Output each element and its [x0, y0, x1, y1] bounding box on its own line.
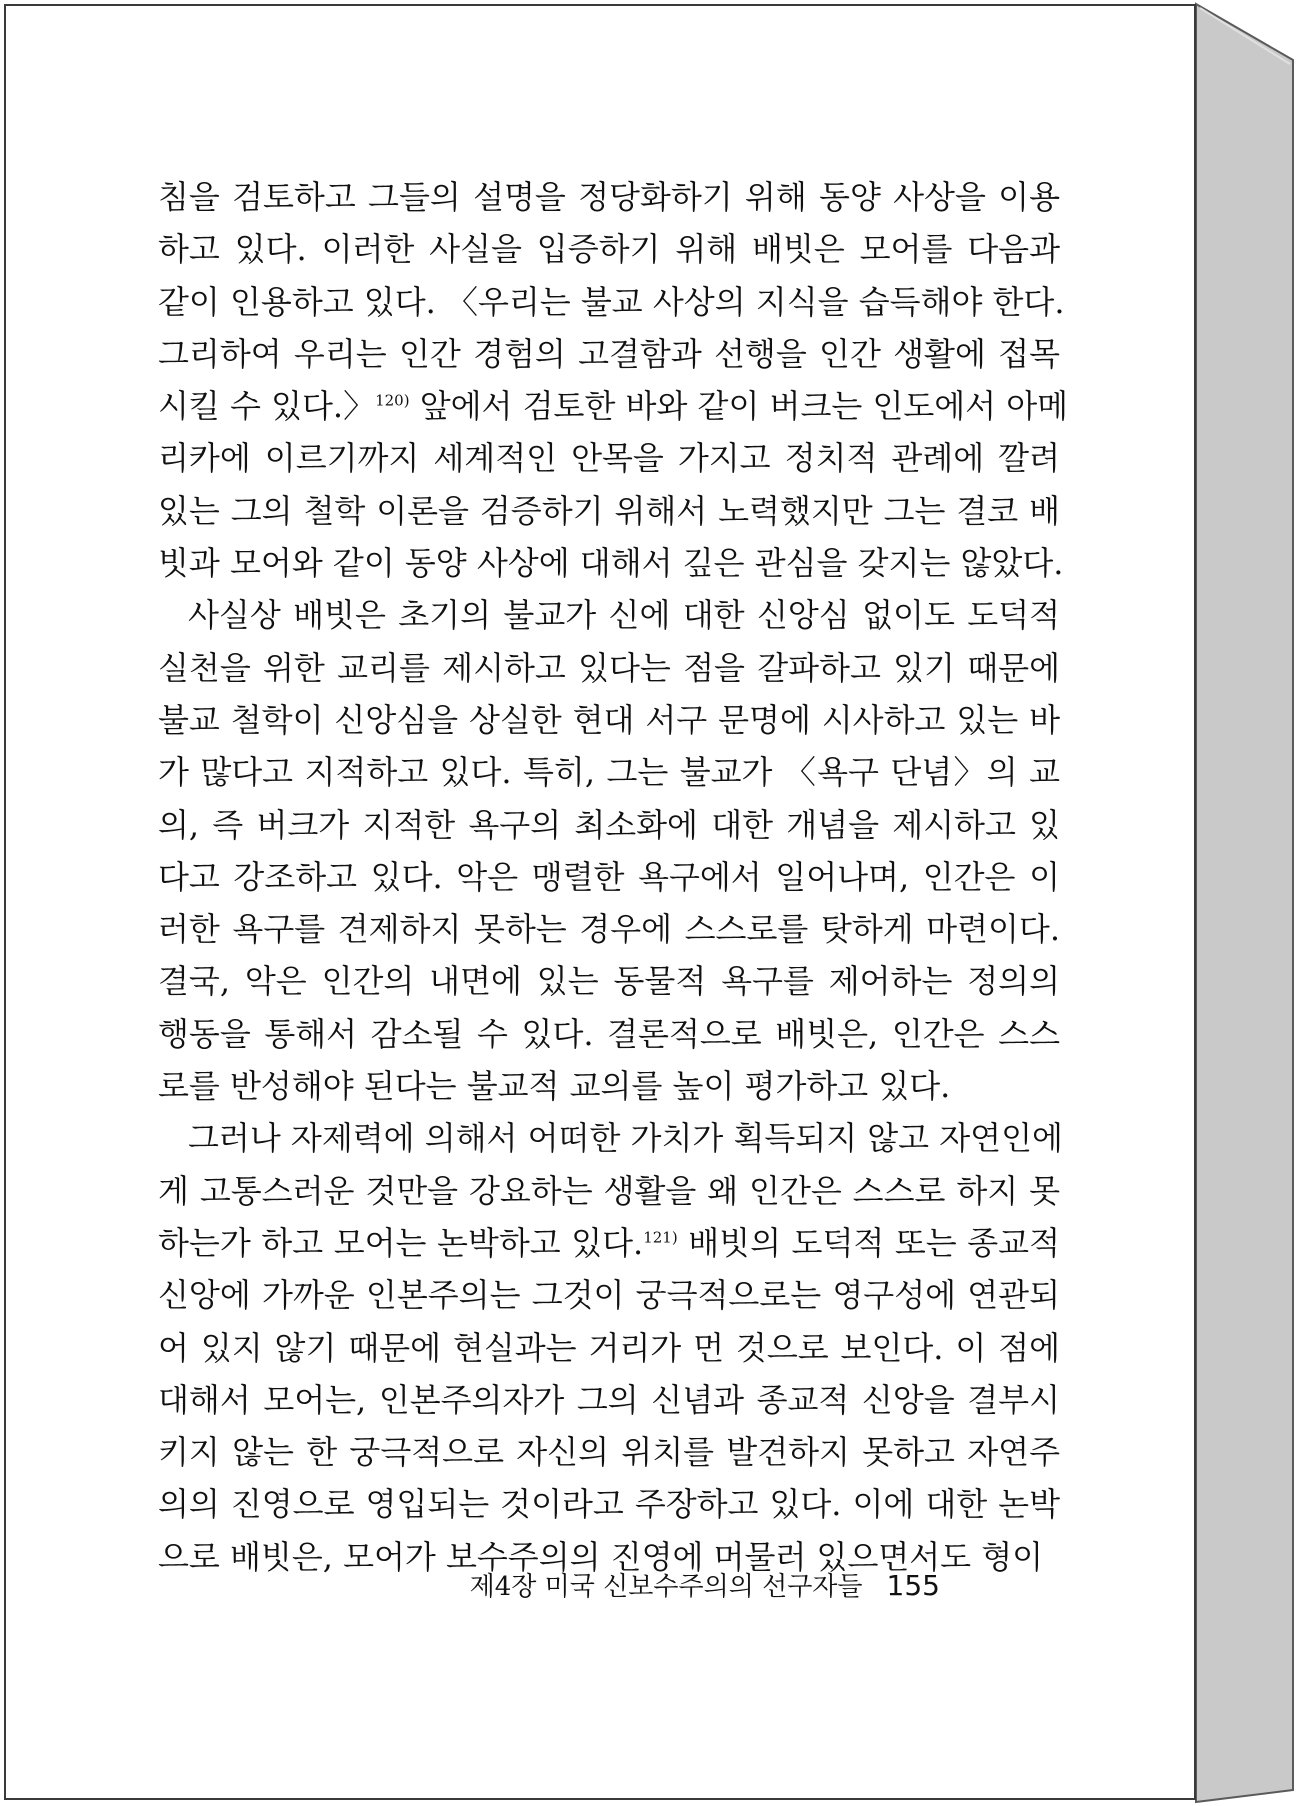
- book-page-edge: [1196, 4, 1293, 1802]
- text-line: 결국, 악은 인간의 내면에 있는 동물적 욕구를 제어하는 정의의: [158, 962, 1060, 1001]
- page-body-text: [158, 171, 1069, 1583]
- text-line: 리카에 이르기까지 세계적인 안목을 가지고 정치적 관례에 깔려: [158, 439, 1060, 478]
- footnote-marker: 120): [375, 391, 410, 410]
- text-line: 실천을 위한 교리를 제시하고 있다는 점을 갈파하고 있기 때문에: [158, 648, 1060, 687]
- text-line: 대해서 모어는, 인본주의자가 그의 신념과 종교적 신앙을 결부시: [158, 1380, 1060, 1419]
- text-line: 그리하여 우리는 인간 경험의 고결함과 선행을 인간 생활에 접목: [158, 334, 1060, 373]
- text-line: 키지 않는 한 궁극적으로 자신의 위치를 발견하지 못하고 자연주: [158, 1433, 1060, 1472]
- text-line: 침을 검토하고 그들의 설명을 정당화하기 위해 동양 사상을 이용: [158, 178, 1060, 216]
- text-line: 의의 진영으로 영입되는 것이라고 주장하고 있다. 이에 대한 논박: [158, 1485, 1060, 1524]
- chapter-title: 제4장 미국 신보수주의의 선구자들: [469, 1572, 863, 1602]
- text-line: [158, 1217, 1060, 1269]
- text-line: 으로 배빗은, 모어가 보수주의의 진영에 머물러 있으면서도 형이: [158, 1537, 1044, 1576]
- text-line: 같이 인용하고 있다. 〈우리는 불교 사상의 지식을 습득해야 한다.: [158, 282, 1065, 321]
- book-page: [4, 4, 1196, 1800]
- text-line: 빗과 모어와 같이 동양 사상에 대해서 깊은 관심을 갖지는 않았다.: [158, 544, 1064, 583]
- text-segment: 시킬 수 있다.〉: [158, 387, 376, 426]
- text-line: [158, 380, 1069, 432]
- text-line: 있는 그의 철학 이론을 검증하기 위해서 노력했지만 그는 결코 배: [158, 491, 1060, 530]
- text-segment: 하는가 하고 모어는 논박하고 있다.: [158, 1223, 644, 1262]
- text-line: 사실상 배빗은 초기의 불교가 신에 대한 신앙심 없이도 도덕적: [188, 596, 1060, 635]
- text-segment: 앞에서 검토한 바와 같이 버크는 인도에서 아메: [409, 387, 1069, 426]
- text-line: 가 많다고 지적하고 있다. 특히, 그는 불교가 〈욕구 단념〉의 교: [158, 753, 1060, 792]
- text-line: 로를 반성해야 된다는 불교적 교의를 높이 평가하고 있다.: [158, 1067, 951, 1106]
- footnote-marker: 121): [643, 1228, 678, 1247]
- text-line: 행동을 통해서 감소될 수 있다. 결론적으로 배빗은, 인간은 스스: [158, 1014, 1060, 1053]
- text-line: 의, 즉 버크가 지적한 욕구의 최소화에 대한 개념을 제시하고 있: [158, 805, 1060, 844]
- text-line: 다고 강조하고 있다. 악은 맹렬한 욕구에서 일어나며, 인간은 이: [158, 857, 1060, 896]
- text-line: 그러나 자제력에 의해서 어떠한 가치가 획득되지 않고 자연인에: [188, 1119, 1063, 1158]
- text-line: 하고 있다. 이러한 사실을 입증하기 위해 배빗은 모어를 다음과: [158, 230, 1060, 269]
- text-segment: 배빗의 도덕적 또는 종교적: [677, 1223, 1060, 1262]
- text-line: 신앙에 가까운 인본주의는 그것이 궁극적으로는 영구성에 연관되: [158, 1276, 1060, 1315]
- text-line: 어 있지 않기 때문에 현실과는 거리가 먼 것으로 보인다. 이 점에: [158, 1328, 1060, 1367]
- text-line: 게 고통스러운 것만을 강요하는 생활을 왜 인간은 스스로 하지 못: [158, 1171, 1060, 1210]
- text-line: 러한 욕구를 견제하지 못하는 경우에 스스로를 탓하게 마련이다.: [158, 910, 1060, 949]
- text-line: 불교 철학이 신앙심을 상실한 현대 서구 문명에 시사하고 있는 바: [158, 700, 1060, 739]
- running-footer: [470, 1566, 940, 1603]
- page-number: 155: [886, 1569, 940, 1602]
